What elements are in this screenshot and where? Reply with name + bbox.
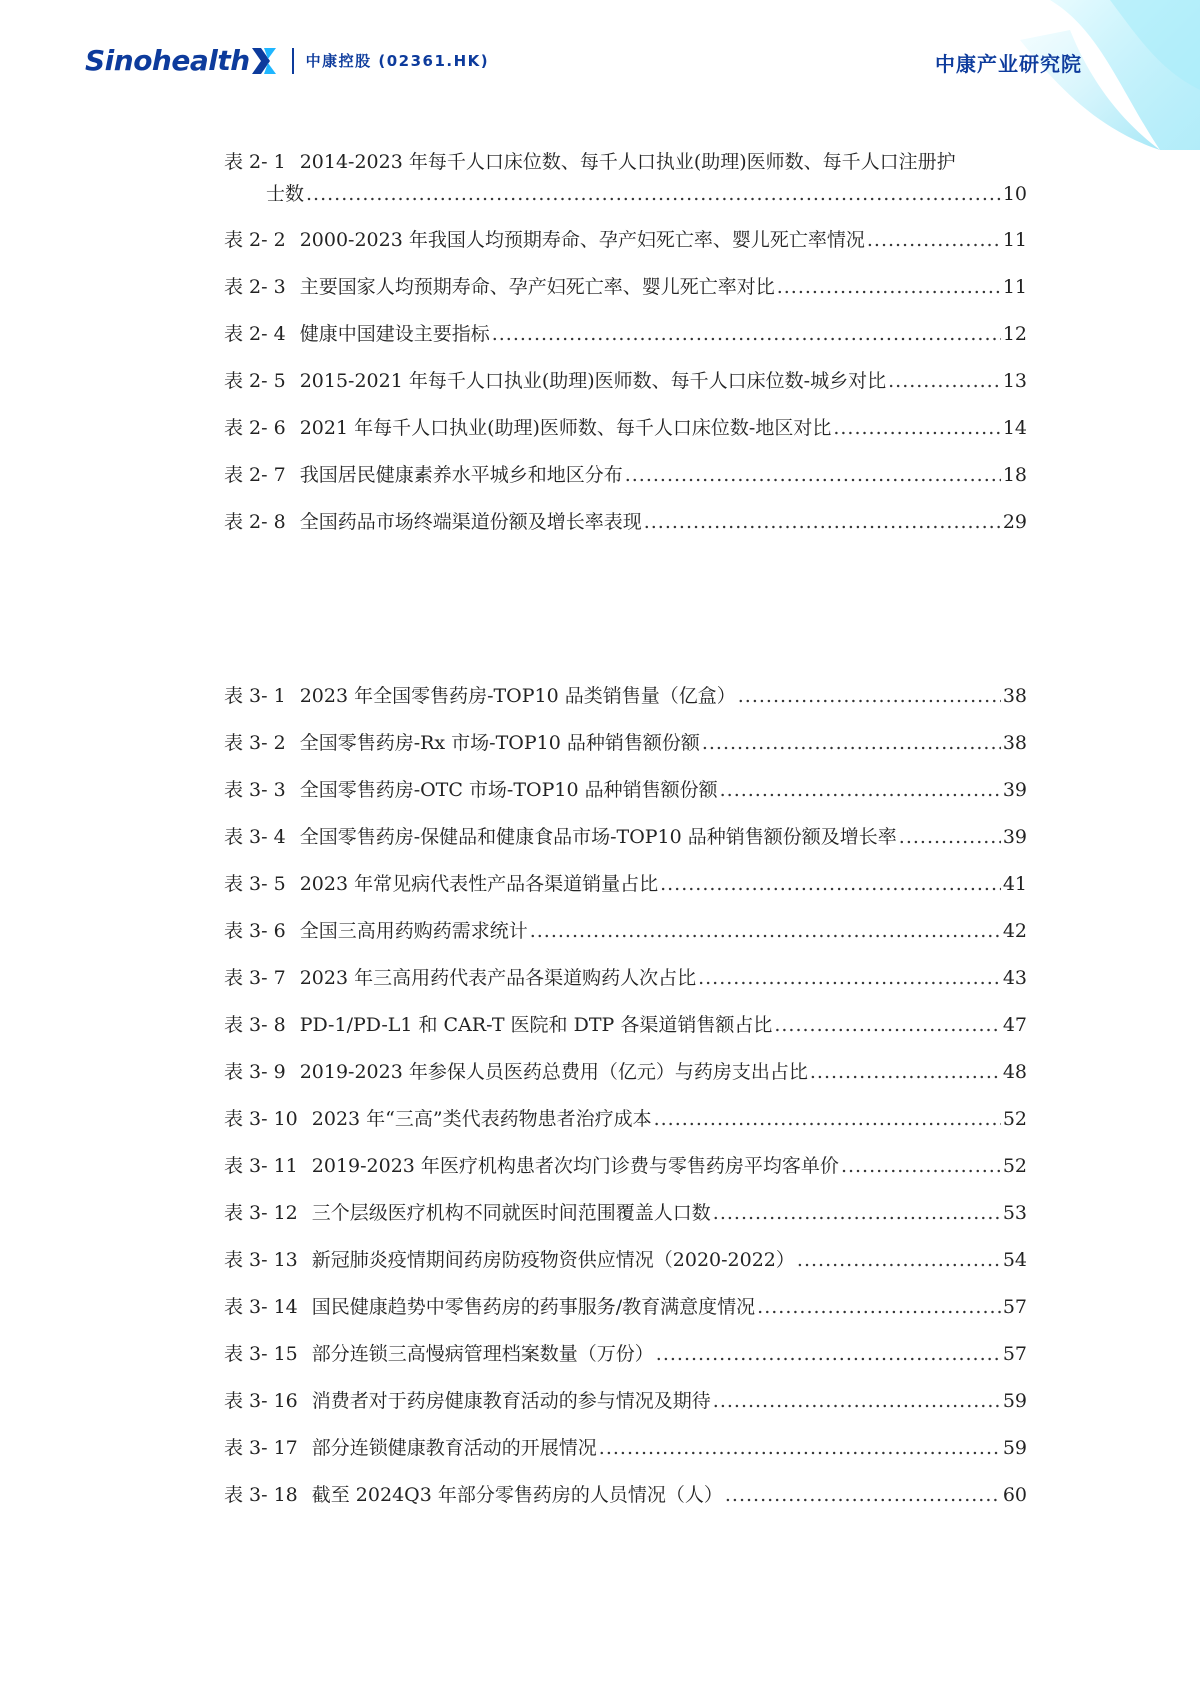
brand-stock-code: 中康控股 (02361.HK) [305,52,490,70]
toc-title: 截至 2024Q3 年部分零售药房的人员情况（人） [311,1484,723,1506]
toc-title: 三个层级医疗机构不同就医时间范围覆盖人口数 [311,1202,711,1224]
toc-title: 部分连锁健康教育活动的开展情况 [311,1437,597,1459]
toc-page-number: 48 [1002,1061,1027,1083]
toc-page-number: 14 [1002,417,1027,439]
toc-page-number: 52 [1002,1155,1027,1177]
toc-entry[interactable] [224,1338,1027,1370]
toc-list-chapter-3 [224,680,1027,1526]
toc-page-number: 52 [1002,1108,1027,1130]
toc-entry[interactable] [224,680,1027,712]
toc-page-number: 38 [1002,685,1027,707]
toc-number: 表 3- 12 [224,1202,298,1224]
toc-title: 2019-2023 年医疗机构患者次均门诊费与零售药房平均客单价 [311,1155,839,1177]
toc-number: 表 3- 2 [224,732,286,754]
toc-number: 表 3- 1 [224,685,286,707]
toc-number: 表 3- 11 [224,1155,298,1177]
toc-page-number: 59 [1002,1390,1027,1412]
toc-number: 表 3- 16 [224,1390,298,1412]
toc-title: 2000-2023 年我国人均预期寿命、孕产妇死亡率、婴儿死亡率情况 [299,229,865,251]
toc-page-number: 10 [1002,183,1027,205]
toc-page-number: 11 [1002,276,1027,298]
toc-number: 表 2- 2 [224,229,286,251]
toc-entry[interactable] [224,727,1027,759]
toc-number: 表 3- 14 [224,1296,298,1318]
toc-page-number: 18 [1002,464,1027,486]
brand-name: Sinohealth [85,44,250,77]
toc-page-number: 54 [1002,1249,1027,1271]
toc-title-continued: 士数 [266,183,305,205]
toc-page-number: 53 [1002,1202,1027,1224]
toc-entry[interactable] [224,224,1027,256]
sinohealth-logo-mark-icon [252,46,278,76]
toc-title: 2021 年每千人口执业(助理)医师数、每千人口床位数-地区对比 [299,417,832,439]
toc-leader-dots [654,1103,1001,1135]
toc-leader-dots [774,1009,1000,1041]
toc-entry[interactable] [224,1385,1027,1417]
toc-leader-dots [810,1056,1001,1088]
toc-title: 主要国家人均预期寿命、孕产妇死亡率、婴儿死亡率对比 [299,276,775,298]
toc-title: 全国零售药房-Rx 市场-TOP10 品种销售额份额 [299,732,700,754]
toc-leader-dots [841,1150,1001,1182]
toc-number: 表 3- 17 [224,1437,298,1459]
toc-title: 国民健康趋势中零售药房的药事服务/教育满意度情况 [311,1296,756,1318]
toc-title: 我国居民健康素养水平城乡和地区分布 [299,464,623,486]
toc-leader-dots [757,1291,1001,1323]
toc-number: 表 2- 7 [224,464,286,486]
toc-leader-dots [899,821,1001,853]
toc-title: PD-1/PD-L1 和 CAR-T 医院和 DTP 各渠道销售额占比 [299,1014,773,1036]
toc-number: 表 2- 8 [224,511,286,533]
toc-leader-dots [713,1385,1001,1417]
toc-entry[interactable] [224,365,1027,397]
toc-leader-dots [625,459,1001,491]
toc-title: 2019-2023 年参保人员医药总费用（亿元）与药房支出占比 [299,1061,808,1083]
toc-title: 全国零售药房-OTC 市场-TOP10 品种销售额份额 [299,779,718,801]
toc-number: 表 2- 6 [224,417,286,439]
toc-leader-dots [797,1244,1001,1276]
toc-number: 表 3- 9 [224,1061,286,1083]
brand-lockup [85,44,489,77]
toc-leader-dots [725,1479,1001,1511]
institute-name: 中康产业研究院 [935,52,1082,76]
toc-list-chapter-2 [224,146,1027,553]
toc-title: 全国零售药房-保健品和健康食品市场-TOP10 品种销售额份额及增长率 [299,826,897,848]
toc-entry[interactable] [224,1009,1027,1041]
toc-page-number: 13 [1002,370,1027,392]
toc-leader-dots [738,680,1001,712]
toc-leader-dots [888,365,1001,397]
brand-separator [292,48,294,74]
toc-entry[interactable] [224,1197,1027,1229]
toc-page-number: 38 [1002,732,1027,754]
toc-entry[interactable] [224,915,1027,947]
toc-entry[interactable] [224,1291,1027,1323]
toc-page-number: 12 [1002,323,1027,345]
page-header [0,0,1200,120]
toc-title: 2015-2021 年每千人口执业(助理)医师数、每千人口床位数-城乡对比 [299,370,887,392]
toc-leader-dots [720,774,1001,806]
toc-page-number: 39 [1002,826,1027,848]
toc-number: 表 3- 6 [224,920,286,942]
toc-number: 表 3- 18 [224,1484,298,1506]
toc-title: 部分连锁三高慢病管理档案数量（万份） [311,1343,654,1365]
toc-title: 2023 年三高用药代表产品各渠道购药人次占比 [299,967,697,989]
toc-number: 表 2- 5 [224,370,286,392]
toc-leader-dots [698,962,1001,994]
toc-leader-dots [530,915,1001,947]
toc-page-number: 41 [1002,873,1027,895]
toc-page-number: 47 [1002,1014,1027,1036]
toc-number: 表 3- 4 [224,826,286,848]
toc-number: 表 3- 13 [224,1249,298,1271]
toc-page-number: 57 [1002,1296,1027,1318]
toc-page-number: 57 [1002,1343,1027,1365]
toc-title: 2023 年“三高”类代表药物患者治疗成本 [311,1108,652,1130]
toc-entry[interactable] [224,1244,1027,1276]
toc-page-number: 42 [1002,920,1027,942]
toc-entry[interactable] [224,459,1027,491]
toc-title: 2023 年全国零售药房-TOP10 品类销售量（亿盒） [299,685,736,707]
toc-title: 消费者对于药房健康教育活动的参与情况及期待 [311,1390,711,1412]
toc-entry[interactable] [224,868,1027,900]
toc-leader-dots [833,412,1000,444]
toc-entry[interactable] [224,1479,1027,1511]
toc-page-number: 29 [1002,511,1027,533]
toc-number: 表 3- 3 [224,779,286,801]
toc-leader-dots [777,271,1001,303]
toc-leader-dots [660,868,1001,900]
toc-entry[interactable] [224,1432,1027,1464]
toc-title: 全国三高用药购药需求统计 [299,920,528,942]
toc-title: 新冠肺炎疫情期间药房防疫物资供应情况（2020-2022） [311,1249,795,1271]
toc-page-number: 59 [1002,1437,1027,1459]
toc-title: 健康中国建设主要指标 [299,323,490,345]
toc-page-number: 60 [1002,1484,1027,1506]
toc-page-number: 43 [1002,967,1027,989]
toc-title: 2014-2023 年每千人口床位数、每千人口执业(助理)医师数、每千人口注册护 [299,151,956,173]
toc-number: 表 2- 3 [224,276,286,298]
toc-leader-dots [306,178,1001,210]
toc-leader-dots [867,224,1001,256]
toc-title: 2023 年常见病代表性产品各渠道销量占比 [299,873,659,895]
toc-entry[interactable] [224,1056,1027,1088]
toc-entry[interactable] [224,821,1027,853]
toc-number: 表 3- 7 [224,967,286,989]
toc-number: 表 3- 15 [224,1343,298,1365]
toc-leader-dots [656,1338,1001,1370]
toc-entry[interactable] [224,271,1027,303]
toc-entry[interactable] [224,506,1027,538]
toc-entry[interactable] [224,774,1027,806]
toc-entry[interactable] [224,146,1027,210]
toc-entry[interactable] [224,1150,1027,1182]
toc-number: 表 3- 8 [224,1014,286,1036]
toc-entry[interactable] [224,1103,1027,1135]
toc-entry[interactable] [224,962,1027,994]
toc-number: 表 3- 10 [224,1108,298,1130]
toc-number: 表 2- 1 [224,151,286,173]
toc-leader-dots [702,727,1001,759]
toc-page-number: 39 [1002,779,1027,801]
toc-leader-dots [492,318,1001,350]
toc-leader-dots [644,506,1001,538]
toc-leader-dots [599,1432,1001,1464]
toc-page-number: 11 [1002,229,1027,251]
toc-number: 表 3- 5 [224,873,286,895]
toc-entry[interactable] [224,412,1027,444]
toc-number: 表 2- 4 [224,323,286,345]
toc-title: 全国药品市场终端渠道份额及增长率表现 [299,511,642,533]
toc-entry[interactable] [224,318,1027,350]
toc-leader-dots [713,1197,1001,1229]
